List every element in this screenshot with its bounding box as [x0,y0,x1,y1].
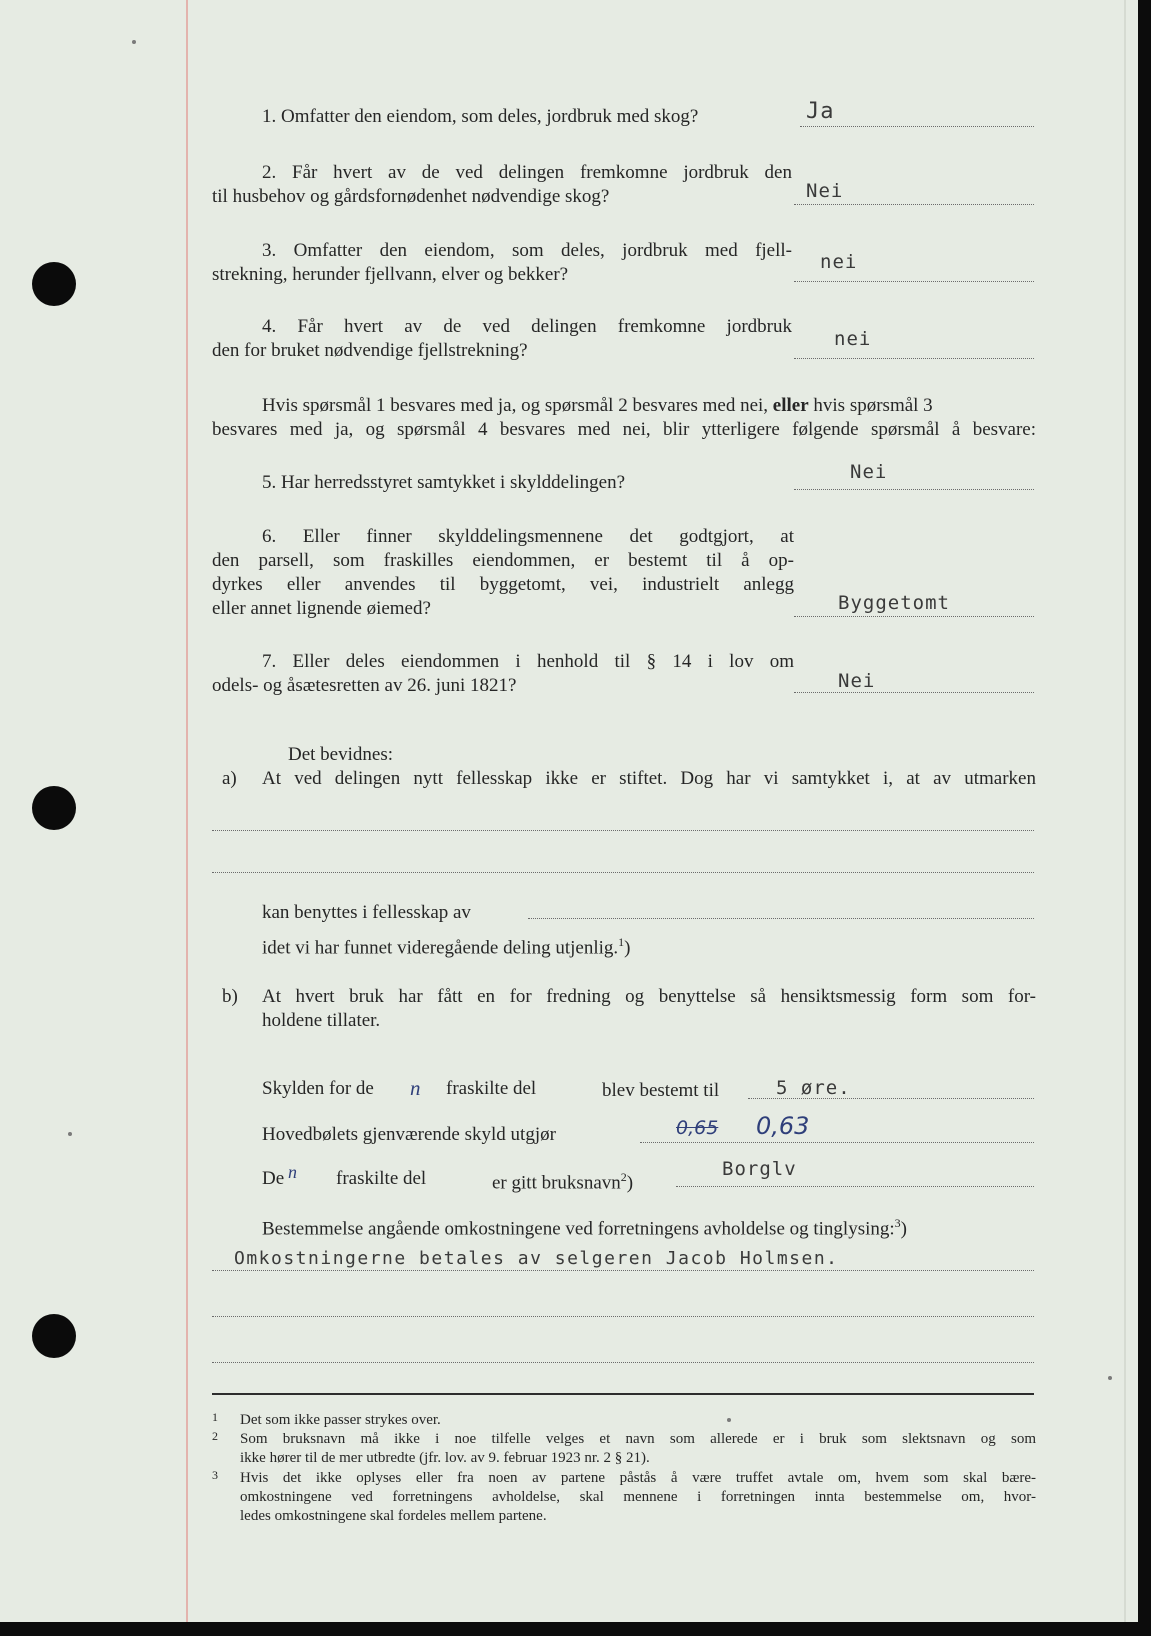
speck [132,40,136,44]
skylden-value: 5 øre. [776,1077,851,1099]
footnote-3-line-1: Hvis det ikke oplyses eller fra noen av partene påstås å være truffet avtale om, hvem som skal bære- [240,1470,1036,1486]
bruksnavn-close: ) [626,1172,634,1194]
bestemmelse-close: ) [900,1218,907,1240]
bestemmelse-line-3 [212,1362,1034,1363]
bruksnavn-label-3 [492,1170,633,1194]
footnote-3-number: 3 [212,1468,218,1482]
attest-a-text: At ved delingen nytt fellesskap ikke er stiftet. Dog har vi samtykket i, at av utmarken [262,768,1036,789]
question-6-line-3: dyrkes eller anvendes til byggetomt, vei, industrielt anlegg [212,574,794,595]
question-4-line-2: den for bruket nødvendige fjellstrekning? [212,340,528,361]
question-2-line-1: 2. Får hvert av de ved delingen fremkomne jordbruk den [262,162,792,183]
speck [68,1132,72,1136]
bruksnavn-sup: 2 [620,1170,627,1184]
question-6-line-1: 6. Eller finner skylddelingsmennene det godtgjort, at [262,526,794,547]
answer-7: Nei [838,670,876,692]
answer-2-line [794,204,1034,205]
bestemmelse-line-1 [212,1270,1034,1271]
answer-1: Ja [806,99,835,124]
question-6-line-2: den parsell, som fraskilles eiendommen, er bestemt til å op- [212,550,794,571]
question-3-line-1: 3. Omfatter den eiendom, som deles, jordbruk med fjell- [262,240,792,261]
answer-3: nei [820,251,858,273]
question-6-line-4: eller annet lignende øiemed? [212,598,431,619]
utmark-line-2 [212,872,1034,873]
footnote-3-line-2: omkostningene ved forretningens avholdelse, skal mennene i forretningen innta bestemmelse om, hvor- [240,1489,1036,1505]
attest-b-line-1: At hvert bruk har fått en for fredning og benyttelse så hensiktsmessig form som for- [262,986,1036,1007]
bruksnavn-line [676,1186,1034,1187]
answer-6: Byggetomt [838,592,950,614]
hovedbolet-line [640,1142,1034,1143]
page-fold [1124,0,1126,1622]
footnote-1-line-1: Det som ikke passer strykes over. [240,1412,441,1428]
scan-edge-bottom [0,1622,1151,1636]
speck [727,1418,731,1422]
answer-1-line [800,126,1034,127]
answer-7-line [794,692,1034,693]
question-7-line-2: odels- og åsætesretten av 26. juni 1821? [212,675,517,696]
conditional-line-1a: Hvis spørsmål 1 besvares med ja, og spørsmål 2 besvares med nei, [262,395,769,416]
bestemmelse-text: Bestemmelse angående omkostningene ved forretningens avholdelse og tinglysing: [262,1218,895,1240]
question-4-line-1: 4. Får hvert av de ved delingen fremkomne jordbruk [262,316,792,337]
bruksnavn-label-3-text: er gitt bruksnavn [492,1172,621,1194]
scan-edge-right [1138,0,1151,1636]
speck [1108,1376,1112,1380]
margin-rule [186,0,188,1622]
utmark-line-1 [212,830,1034,831]
footnote-2-number: 2 [212,1429,218,1443]
footnote-1-number: 1 [212,1410,218,1424]
common-use-line [528,918,1034,919]
hovedbolet-value: 0,63 [756,1112,810,1140]
footnote-rule [212,1393,1034,1395]
bestemmelse-line-2 [212,1316,1034,1317]
skylden-label-2: fraskilte del [446,1078,537,1099]
idet-close: ) [624,937,631,959]
bruksnavn-value: Borglv [722,1158,797,1180]
footnote-3-line-3: ledes omkostningene skal fordeles mellem partene. [240,1508,547,1524]
answer-6-line [794,616,1034,617]
bestemmelse-sup: 3 [894,1216,901,1230]
punch-hole-top [32,262,76,306]
common-use-label: kan benyttes i fellesskap av [262,902,471,923]
conditional-eller: eller [772,395,809,416]
bestemmelse-value: Omkostningerne betales av selgeren Jacob Holmsen. [234,1248,839,1269]
question-7-line-1: 7. Eller deles eiendommen i henhold til § 14 i lov om [262,651,794,672]
idet-main: idet vi har funnet videregående deling utjenlig. [262,937,619,959]
bestemmelse-label [262,1216,907,1240]
idet-sup: 1 [618,935,625,949]
idet-text [262,935,630,959]
skylden-hand-n: n [410,1076,421,1100]
answer-3-line [794,281,1034,282]
question-3-line-2: strekning, herunder fjellvann, elver og bekker? [212,264,569,285]
punch-hole-bottom [32,1314,76,1358]
answer-4: nei [834,328,872,350]
question-1: 1. Omfatter den eiendom, som deles, jordbruk med skog? [262,106,699,127]
attest-heading: Det bevidnes: [288,744,394,765]
hovedbolet-struck: 0,65 [676,1117,719,1139]
conditional-line-1c: hvis spørsmål 3 [813,395,933,416]
attest-b-label: b) [222,986,238,1007]
skylden-line [748,1098,1034,1099]
answer-2: Nei [806,180,844,202]
punch-hole-middle [32,786,76,830]
answer-4-line [794,358,1034,359]
footnote-2-line-2: ikke hører til de mer utbredte (jfr. lov. av 9. februar 1923 nr. 2 § 21). [240,1450,650,1466]
footnote-2-line-1: Som bruksnavn må ikke i noe tilfelle velges et navn som allerede er i bruk som slektsnavn og som [240,1431,1036,1447]
answer-5: Nei [850,461,888,483]
bruksnavn-label-2: fraskilte del [336,1168,427,1189]
bruksnavn-label-1: De [262,1168,285,1189]
answer-5-line [794,489,1034,490]
attest-b-line-2: holdene tillater. [262,1010,381,1031]
question-2-line-2: til husbehov og gårdsfornødenhet nødvendige skog? [212,186,610,207]
hovedbolet-label: Hovedbølets gjenværende skyld utgjør [262,1124,556,1145]
skylden-label-3: blev bestemt til [602,1080,720,1101]
conditional-line-1 [262,395,933,417]
skylden-label-1: Skylden for de [262,1078,374,1099]
bruksnavn-hand-n: n [288,1162,297,1182]
attest-a-label: a) [222,768,237,789]
question-5: 5. Har herredsstyret samtykket i skylddelingen? [262,472,626,493]
conditional-line-2: besvares med ja, og spørsmål 4 besvares med nei, blir ytterligere følgende spørsmål å besvare: [212,419,1036,440]
